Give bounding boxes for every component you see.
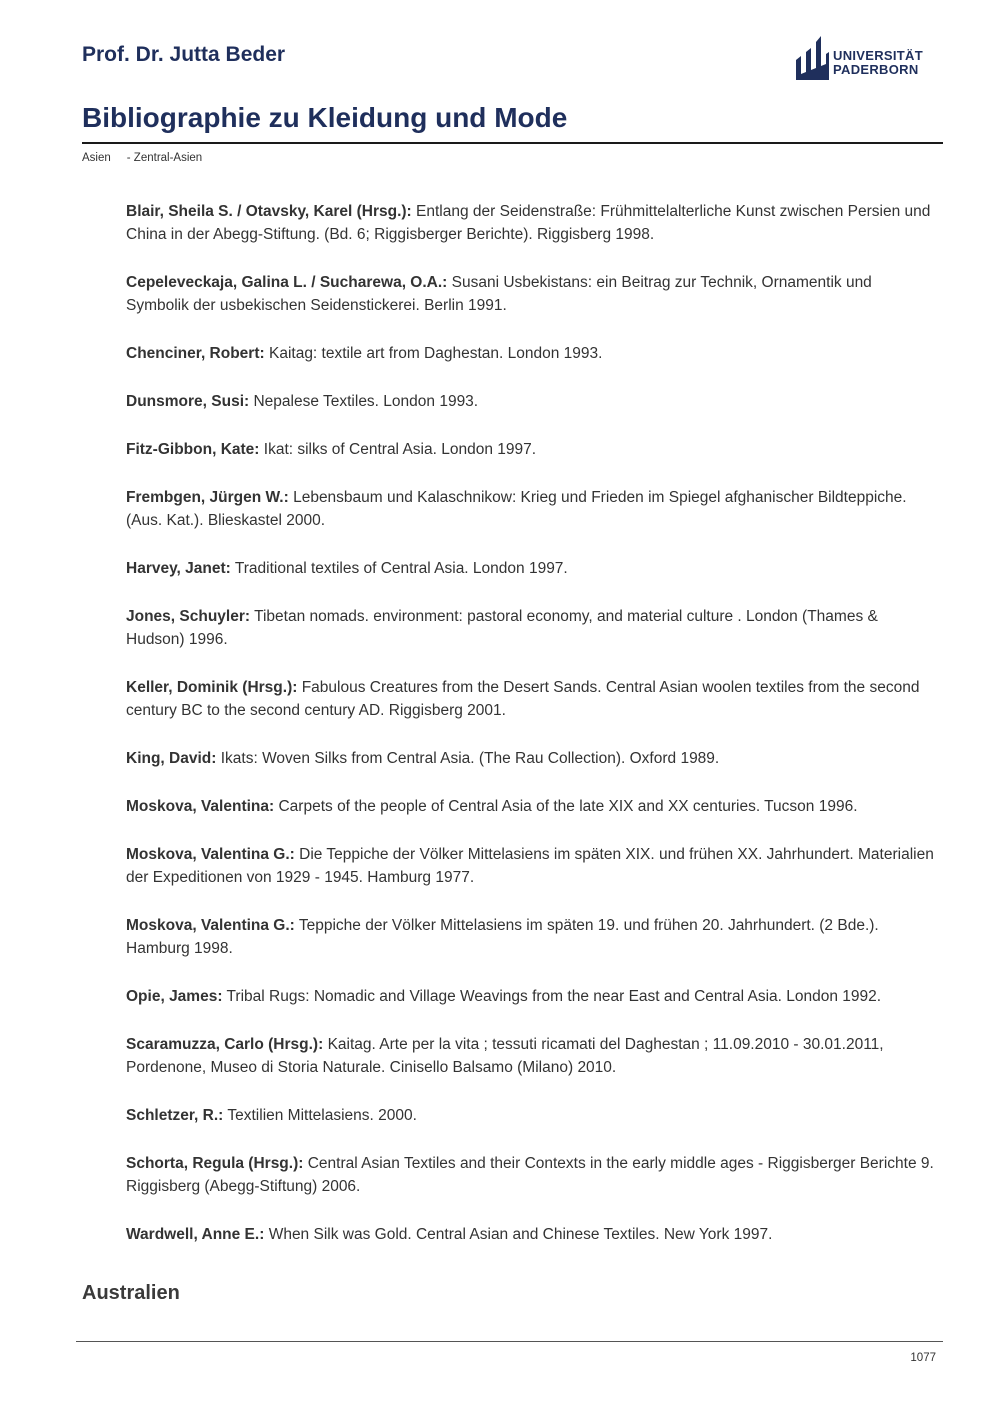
entry-text: Ikats: Woven Silks from Central Asia. (The Rau Collection). Oxford 1989. — [220, 750, 720, 767]
entry-text: Entlang der Seidenstraße: Frühmittelalterliche Kunst zwischen Persien und China in der Abegg-Stiftung. (Bd. 6; Riggisberger Berichte). Riggisberg 1998. — [126, 203, 931, 243]
bibliography-entry — [126, 676, 938, 722]
entry-author: Jones, Schuyler: — [126, 608, 251, 625]
entry-text: Kaitag. Arte per la vita ; tessuti ricamati del Daghestan ; 11.09.2010 - 30.01.2011, Pordenone, Museo di Storia Naturale. Cinisello Balsamo (Milano) 2010. — [126, 1036, 884, 1076]
author-name: Prof. Dr. Jutta Beder — [82, 43, 286, 66]
entry-text: Die Teppiche der Völker Mittelasiens im späten XIX. und frühen XX. Jahrhundert. Materialien der Expeditionen von 1929 - 1945. Hamburg 1977. — [126, 846, 934, 886]
entry-author: Opie, James: — [126, 988, 223, 1005]
bibliography-entry — [126, 1104, 938, 1127]
entry-author: Moskova, Valentina G.: — [126, 846, 295, 863]
entry-author: Schletzer, R.: — [126, 1107, 224, 1124]
entry-author: Moskova, Valentina G.: — [126, 917, 295, 934]
entry-author: Wardwell, Anne E.: — [126, 1226, 265, 1243]
entry-text: Tribal Rugs: Nomadic and Village Weavings from the near East and Central Asia. London 1992. — [226, 988, 882, 1005]
bibliography-entry — [126, 486, 938, 532]
entry-author: Frembgen, Jürgen W.: — [126, 489, 289, 506]
breadcrumb-subregion: - Zentral-Asien — [126, 152, 203, 164]
entry-text: Carpets of the people of Central Asia of the late XIX and XX centuries. Tucson 1996. — [278, 798, 858, 815]
entry-text: Teppiche der Völker Mittelasiens im späten 19. und frühen 20. Jahrhundert. (2 Bde.). Hamburg 1998. — [126, 917, 879, 957]
entry-text: Nepalese Textiles. London 1993. — [253, 393, 479, 410]
entry-text: Central Asian Textiles and their Contexts in the early middle ages - Riggisberger Berichte 9. Riggisberg (Abegg-Stiftung) 2006. — [126, 1155, 934, 1195]
entry-author: Cepeleveckaja, Galina L. / Sucharewa, O.A.: — [126, 274, 448, 291]
bibliography-entry — [126, 390, 938, 413]
footer-divider — [76, 1341, 943, 1342]
entry-author: Scaramuzza, Carlo (Hrsg.): — [126, 1036, 324, 1053]
entry-text: Textilien Mittelasiens. 2000. — [227, 1107, 417, 1124]
entry-author: Schorta, Regula (Hrsg.): — [126, 1155, 304, 1172]
breadcrumb-region: Asien — [82, 152, 111, 164]
bibliography-entry — [126, 271, 938, 317]
breadcrumb — [82, 150, 202, 166]
entry-author: Keller, Dominik (Hrsg.): — [126, 679, 298, 696]
bibliography-entry — [126, 795, 938, 818]
bibliography-list — [126, 200, 938, 1271]
title-divider — [82, 142, 943, 144]
section-heading-australien: Australien — [82, 1282, 180, 1304]
entry-author: Fitz-Gibbon, Kate: — [126, 441, 260, 458]
university-logo-text — [833, 49, 923, 77]
bibliography-entry — [126, 985, 938, 1008]
document-title: Bibliographie zu Kleidung und Mode — [82, 102, 568, 133]
entry-text: Fabulous Creatures from the Desert Sands. Central Asian woolen textiles from the second century BC to the second century AD. Riggisberg 2001. — [126, 679, 920, 719]
bibliography-entry — [126, 914, 938, 960]
bibliography-entry — [126, 557, 938, 580]
bibliography-entry — [126, 605, 938, 651]
bibliography-entry — [126, 1223, 938, 1246]
entry-author: Chenciner, Robert: — [126, 345, 265, 362]
entry-text: Tibetan nomads. environment: pastoral economy, and material culture . London (Thames & Hudson) 1996. — [126, 608, 878, 648]
entry-author: Moskova, Valentina: — [126, 798, 275, 815]
entry-author: Blair, Sheila S. / Otavsky, Karel (Hrsg.): — [126, 203, 412, 220]
logo-line-2: PADERBORN — [833, 62, 919, 77]
logo-line-1: UNIVERSITÄT — [833, 48, 923, 63]
bibliography-entry — [126, 1033, 938, 1079]
bibliography-entry — [126, 200, 938, 246]
bibliography-entry — [126, 747, 938, 770]
university-logo — [795, 32, 935, 82]
entry-text: Traditional textiles of Central Asia. London 1997. — [234, 560, 568, 577]
entry-text: Lebensbaum und Kalaschnikow: Krieg und Frieden im Spiegel afghanischer Bildteppiche. (Aus. Kat.). Blieskastel 2000. — [126, 489, 907, 529]
page-number: 1077 — [910, 1352, 936, 1364]
entry-author: King, David: — [126, 750, 217, 767]
university-logo-icon — [795, 32, 829, 80]
entry-text: When Silk was Gold. Central Asian and Chinese Textiles. New York 1997. — [268, 1226, 773, 1243]
bibliography-entry — [126, 438, 938, 461]
entry-author: Dunsmore, Susi: — [126, 393, 250, 410]
entry-text: Ikat: silks of Central Asia. London 1997. — [263, 441, 537, 458]
bibliography-entry — [126, 843, 938, 889]
entry-text: Kaitag: textile art from Daghestan. London 1993. — [268, 345, 603, 362]
entry-text: Susani Usbekistans: ein Beitrag zur Technik, Ornamentik und Symbolik der usbekischen Seidenstickerei. Berlin 1991. — [126, 274, 872, 314]
bibliography-entry — [126, 342, 938, 365]
entry-author: Harvey, Janet: — [126, 560, 231, 577]
bibliography-entry — [126, 1152, 938, 1198]
